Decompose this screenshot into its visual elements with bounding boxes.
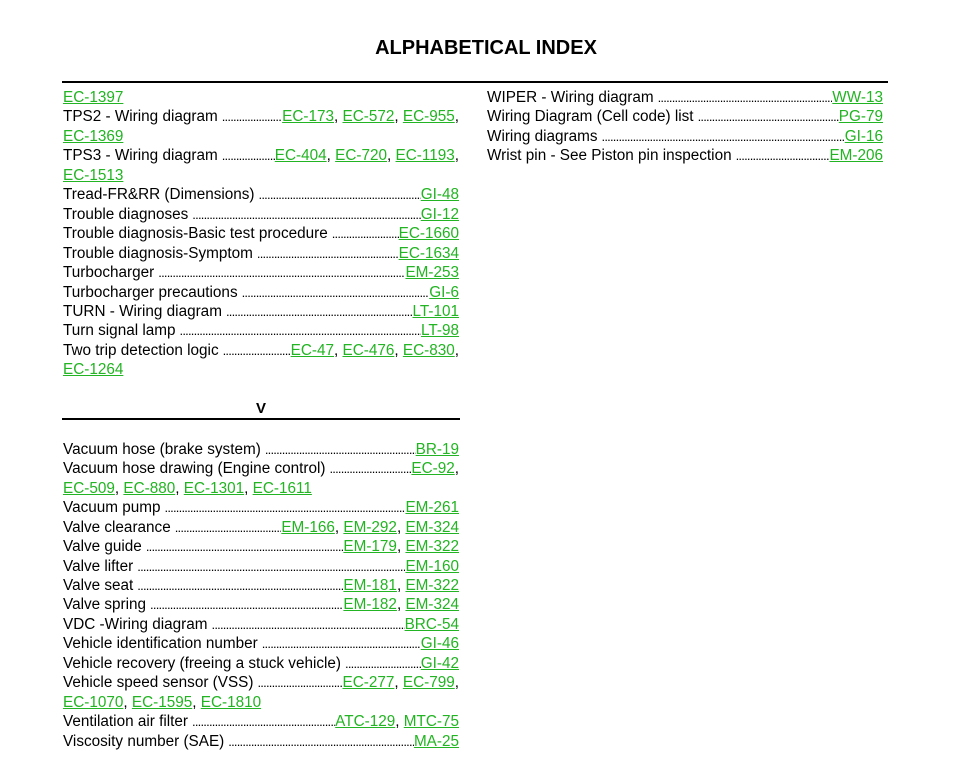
page-references	[343, 537, 459, 556]
page-reference-link[interactable]: EC-1397	[63, 89, 124, 106]
page-references	[399, 244, 459, 263]
index-entry-label: Trouble diagnosis-Basic test procedure	[63, 225, 328, 243]
index-entry-label: Turbocharger precautions	[63, 283, 238, 301]
index-entry-line	[63, 459, 459, 478]
index-entry-label: VDC -Wiring diagram	[63, 615, 208, 633]
page-references	[399, 224, 459, 243]
index-entry	[63, 712, 459, 731]
index-entry-line	[63, 673, 459, 692]
index-entry-label: Viscosity number (SAE)	[63, 732, 225, 750]
ref-separator: ,	[175, 479, 184, 497]
index-entry	[63, 576, 459, 595]
index-entry-continuation	[63, 166, 459, 185]
page-references	[421, 185, 459, 204]
page-references	[416, 440, 459, 459]
index-entry-line	[63, 205, 459, 224]
index-entry-label: Valve spring	[63, 596, 147, 614]
page-reference-link[interactable]: LT-101	[412, 302, 459, 320]
page-reference-link[interactable]: EM-324	[405, 596, 459, 614]
dot-leader	[188, 205, 420, 224]
page-reference-link[interactable]: PG-79	[838, 108, 883, 126]
dot-leader	[219, 341, 291, 360]
index-entry-line	[487, 88, 883, 107]
page-reference-link[interactable]: GI-16	[844, 127, 883, 145]
page-references	[282, 107, 459, 126]
ref-separator: ,	[395, 713, 404, 731]
ref-trailing-comma: ,	[454, 674, 459, 692]
index-entry-continuation	[63, 693, 459, 712]
index-entry	[63, 615, 459, 634]
index-group-t	[63, 88, 459, 380]
index-entry-continuation	[63, 127, 459, 146]
page-references	[343, 673, 460, 692]
index-entry	[63, 263, 459, 282]
page-reference-link[interactable]: EM-179	[343, 538, 397, 556]
dot-leader	[176, 321, 422, 340]
dot-leader	[325, 459, 411, 478]
dot-leader	[171, 518, 282, 537]
index-entry-line	[63, 654, 459, 673]
ref-separator: ,	[114, 479, 124, 497]
ref-separator: ,	[396, 596, 406, 614]
index-column-right	[487, 88, 883, 166]
dot-leader	[732, 146, 830, 165]
page-reference-link[interactable]: EC-1369	[63, 127, 124, 145]
index-entry-label: Vehicle identification number	[63, 635, 258, 653]
index-entry	[63, 244, 459, 263]
page-reference-link[interactable]: EM-166	[281, 518, 335, 536]
index-entry-label: Wiring diagrams	[487, 127, 598, 145]
dot-leader	[258, 634, 421, 653]
page-references	[405, 498, 459, 517]
page-reference-link[interactable]: EC-1301	[183, 479, 245, 497]
dot-leader	[154, 263, 405, 282]
dot-leader	[161, 498, 406, 517]
page-references	[405, 615, 459, 634]
ref-separator: ,	[326, 147, 336, 165]
index-entry-line	[63, 146, 459, 165]
ref-separator: ,	[394, 108, 403, 126]
ref-separator: ,	[396, 518, 406, 536]
page-reference-link[interactable]: MTC-75	[403, 713, 459, 731]
page-reference-link[interactable]: GI-6	[429, 283, 459, 301]
index-entry	[63, 107, 459, 146]
page-reference-link[interactable]: BR-19	[415, 440, 459, 458]
index-entry	[63, 88, 459, 107]
ref-separator: ,	[334, 108, 343, 126]
page-reference-link[interactable]: EC-955	[402, 108, 455, 126]
page-references	[832, 88, 883, 107]
page-references	[413, 302, 460, 321]
page-references	[421, 321, 459, 340]
index-entry	[63, 321, 459, 340]
index-entry-continuation	[63, 360, 459, 379]
index-entry	[63, 654, 459, 673]
page-reference-link[interactable]: GI-12	[420, 205, 459, 223]
dot-leader	[341, 654, 421, 673]
index-entry-label: Trouble diagnoses	[63, 205, 189, 223]
index-entry-line	[63, 595, 459, 614]
page-reference-link[interactable]: EC-509	[63, 479, 115, 497]
index-entry-line	[487, 107, 883, 126]
index-entry-line	[487, 146, 883, 165]
ref-separator: ,	[334, 341, 343, 359]
index-entry-line	[63, 557, 459, 576]
page-reference-link[interactable]: EC-720	[335, 147, 387, 165]
index-entry-line	[63, 107, 459, 126]
index-entry-label: WIPER - Wiring diagram	[487, 89, 654, 106]
page-references	[291, 341, 459, 360]
index-entry	[63, 595, 459, 614]
page-references	[281, 518, 459, 537]
page-references	[845, 127, 883, 146]
page-reference-link[interactable]: EM-322	[405, 538, 459, 556]
page-reference-link[interactable]: EC-47	[290, 341, 334, 359]
page-reference-link[interactable]: MA-25	[413, 732, 459, 750]
dot-leader	[253, 244, 399, 263]
index-entry	[487, 107, 883, 126]
section-heading-v: V	[255, 399, 266, 417]
page-reference-link[interactable]: BRC-54	[404, 615, 459, 633]
page-reference-link[interactable]: EM-182	[343, 596, 397, 614]
index-entry	[63, 673, 459, 712]
page-reference-link[interactable]: EC-1193	[395, 147, 455, 165]
page-reference-link[interactable]: EC-1810	[200, 693, 262, 711]
index-entry-label: Valve guide	[63, 538, 142, 556]
page-references	[343, 576, 459, 595]
index-entry-line	[63, 185, 459, 204]
index-entry	[63, 205, 459, 224]
dot-leader	[133, 576, 343, 595]
ref-separator: ,	[123, 693, 132, 711]
index-entry-label: Vacuum hose drawing (Engine control)	[63, 460, 326, 478]
ref-separator: ,	[192, 693, 201, 711]
index-entry-continuation	[63, 88, 459, 107]
index-entry-line	[487, 127, 883, 146]
index-entry-line	[63, 302, 459, 321]
index-entry	[63, 498, 459, 517]
page-reference-link[interactable]: EM-160	[405, 557, 459, 575]
index-entry-label: Vacuum hose (brake system)	[63, 440, 261, 458]
page-reference-link[interactable]: EC-277	[342, 674, 395, 692]
dot-leader	[222, 302, 413, 321]
page-reference-link[interactable]: GI-46	[420, 635, 459, 653]
dot-leader	[218, 107, 282, 126]
page-reference-link[interactable]: EC-830	[402, 341, 455, 359]
title-divider	[62, 81, 888, 83]
index-entry-label: Valve lifter	[63, 557, 134, 575]
index-entry-line	[63, 321, 459, 340]
index-entry-line	[63, 224, 459, 243]
page-references	[421, 634, 459, 653]
index-entry-label: Turn signal lamp	[63, 322, 176, 340]
ref-trailing-comma: ,	[454, 147, 459, 165]
dot-leader	[654, 88, 833, 107]
page-reference-link[interactable]: EC-1513	[63, 166, 124, 184]
index-entry-label: Vacuum pump	[63, 499, 161, 517]
index-entry	[487, 127, 883, 146]
index-entry	[63, 224, 459, 243]
index-entry-label: TURN - Wiring diagram	[63, 302, 222, 320]
dot-leader	[146, 595, 343, 614]
page-references	[414, 732, 459, 751]
index-entry-label: Wiring Diagram (Cell code) list	[487, 108, 694, 126]
index-entry-label: Vehicle recovery (freeing a stuck vehicle)	[63, 654, 342, 672]
page-references	[411, 459, 459, 478]
page-reference-link[interactable]: EM-322	[405, 576, 459, 594]
index-entry	[63, 440, 459, 459]
index-entry-label: TPS3 - Wiring diagram	[63, 147, 218, 165]
page-references	[839, 107, 883, 126]
index-entry	[63, 557, 459, 576]
dot-leader	[188, 712, 335, 731]
page-reference-link[interactable]: GI-42	[420, 654, 459, 672]
index-group-w	[487, 88, 883, 166]
ref-trailing-comma: ,	[454, 341, 459, 359]
page-reference-link[interactable]: EC-880	[123, 479, 176, 497]
page-title: ALPHABETICAL INDEX	[375, 37, 597, 59]
page-reference-link[interactable]: EC-1634	[398, 244, 459, 262]
index-entry	[63, 302, 459, 321]
page-references	[829, 146, 883, 165]
dot-leader	[208, 615, 405, 634]
index-entry-label: Tread-FR&RR (Dimensions)	[63, 186, 255, 204]
index-entry	[63, 283, 459, 302]
ref-separator: ,	[394, 341, 403, 359]
page-reference-link[interactable]: EC-1070	[63, 693, 124, 711]
index-entry-label: Valve seat	[63, 576, 134, 594]
index-entry	[63, 459, 459, 498]
index-entry-line	[63, 615, 459, 634]
index-entry-line	[63, 576, 459, 595]
index-entry	[63, 634, 459, 653]
page-reference-link[interactable]: EC-1595	[131, 693, 193, 711]
page-references	[275, 146, 459, 165]
index-group-v	[63, 440, 459, 751]
page-reference-link[interactable]: ATC-129	[335, 713, 396, 731]
index-entry	[487, 88, 883, 107]
index-entry-line	[63, 440, 459, 459]
ref-separator: ,	[387, 147, 396, 165]
index-entry-label: Ventilation air filter	[63, 713, 188, 731]
index-entry-line	[63, 498, 459, 517]
dot-leader	[598, 127, 845, 146]
index-entry-line	[63, 537, 459, 556]
index-entry-continuation	[63, 479, 459, 498]
index-entry	[63, 341, 459, 380]
ref-separator: ,	[334, 518, 344, 536]
dot-leader	[133, 557, 405, 576]
page-reference-link[interactable]: EC-1660	[398, 225, 459, 243]
index-entry-label: Vehicle speed sensor (VSS)	[63, 674, 254, 692]
dot-leader	[253, 673, 342, 692]
page-reference-link[interactable]: EC-1611	[252, 479, 312, 497]
page-references	[405, 557, 459, 576]
ref-separator: ,	[244, 479, 253, 497]
index-entry-line	[63, 244, 459, 263]
index-entry	[63, 732, 459, 751]
page-reference-link[interactable]: WW-13	[832, 89, 883, 106]
index-entry	[487, 146, 883, 165]
index-entry-label: Trouble diagnosis-Symptom	[63, 244, 253, 262]
page-reference-link[interactable]: EC-1264	[63, 361, 124, 379]
page-reference-link[interactable]: EM-206	[829, 147, 883, 165]
ref-separator: ,	[396, 538, 406, 556]
index-entry-line	[63, 634, 459, 653]
index-entry	[63, 537, 459, 556]
ref-separator: ,	[396, 576, 406, 594]
page-references	[421, 654, 459, 673]
ref-trailing-comma: ,	[454, 460, 459, 478]
page-references	[335, 712, 459, 731]
index-entry-line	[63, 283, 459, 302]
page-reference-link[interactable]: EC-476	[342, 341, 395, 359]
page-reference-link[interactable]: EC-799	[402, 674, 455, 692]
dot-leader	[238, 283, 430, 302]
page-reference-link[interactable]: EC-173	[282, 108, 334, 126]
ref-separator: ,	[394, 674, 403, 692]
index-entry	[63, 518, 459, 537]
index-entry-label: TPS2 - Wiring diagram	[63, 108, 218, 126]
page-reference-link[interactable]: GI-48	[420, 186, 459, 204]
page-references	[421, 205, 459, 224]
page-references	[405, 263, 459, 282]
dot-leader	[694, 107, 839, 126]
index-entry-label: Two trip detection logic	[63, 341, 219, 359]
page-reference-link[interactable]: EC-404	[274, 147, 327, 165]
dot-leader	[224, 732, 414, 751]
index-column-left	[63, 88, 459, 751]
page-reference-link[interactable]: LT-98	[421, 322, 459, 340]
page-reference-link[interactable]: EM-253	[405, 264, 459, 282]
dot-leader	[255, 185, 421, 204]
index-entry-label: Turbocharger	[63, 264, 155, 282]
page-references	[429, 283, 459, 302]
index-entry-line	[63, 263, 459, 282]
page-references	[343, 595, 459, 614]
page-reference-link[interactable]: EC-572	[342, 108, 395, 126]
index-entry	[63, 185, 459, 204]
index-entry-line	[63, 341, 459, 360]
index-entry-line	[63, 732, 459, 751]
page-reference-link[interactable]: EM-261	[405, 499, 459, 517]
dot-leader	[261, 440, 416, 459]
dot-leader	[142, 537, 344, 556]
index-entry-label: Valve clearance	[63, 518, 171, 536]
section-divider-v	[62, 418, 460, 420]
page-reference-link[interactable]: EC-92	[411, 460, 455, 478]
page-reference-link[interactable]: EM-181	[343, 576, 397, 594]
index-entry-line	[63, 518, 459, 537]
ref-trailing-comma: ,	[454, 108, 459, 126]
page-reference-link[interactable]: EM-324	[405, 518, 459, 536]
index-entry	[63, 146, 459, 185]
index-entry-label: Wrist pin - See Piston pin inspection	[487, 147, 732, 165]
page-reference-link[interactable]: EM-292	[343, 518, 397, 536]
dot-leader	[328, 224, 399, 243]
dot-leader	[218, 146, 275, 165]
index-entry-line	[63, 712, 459, 731]
